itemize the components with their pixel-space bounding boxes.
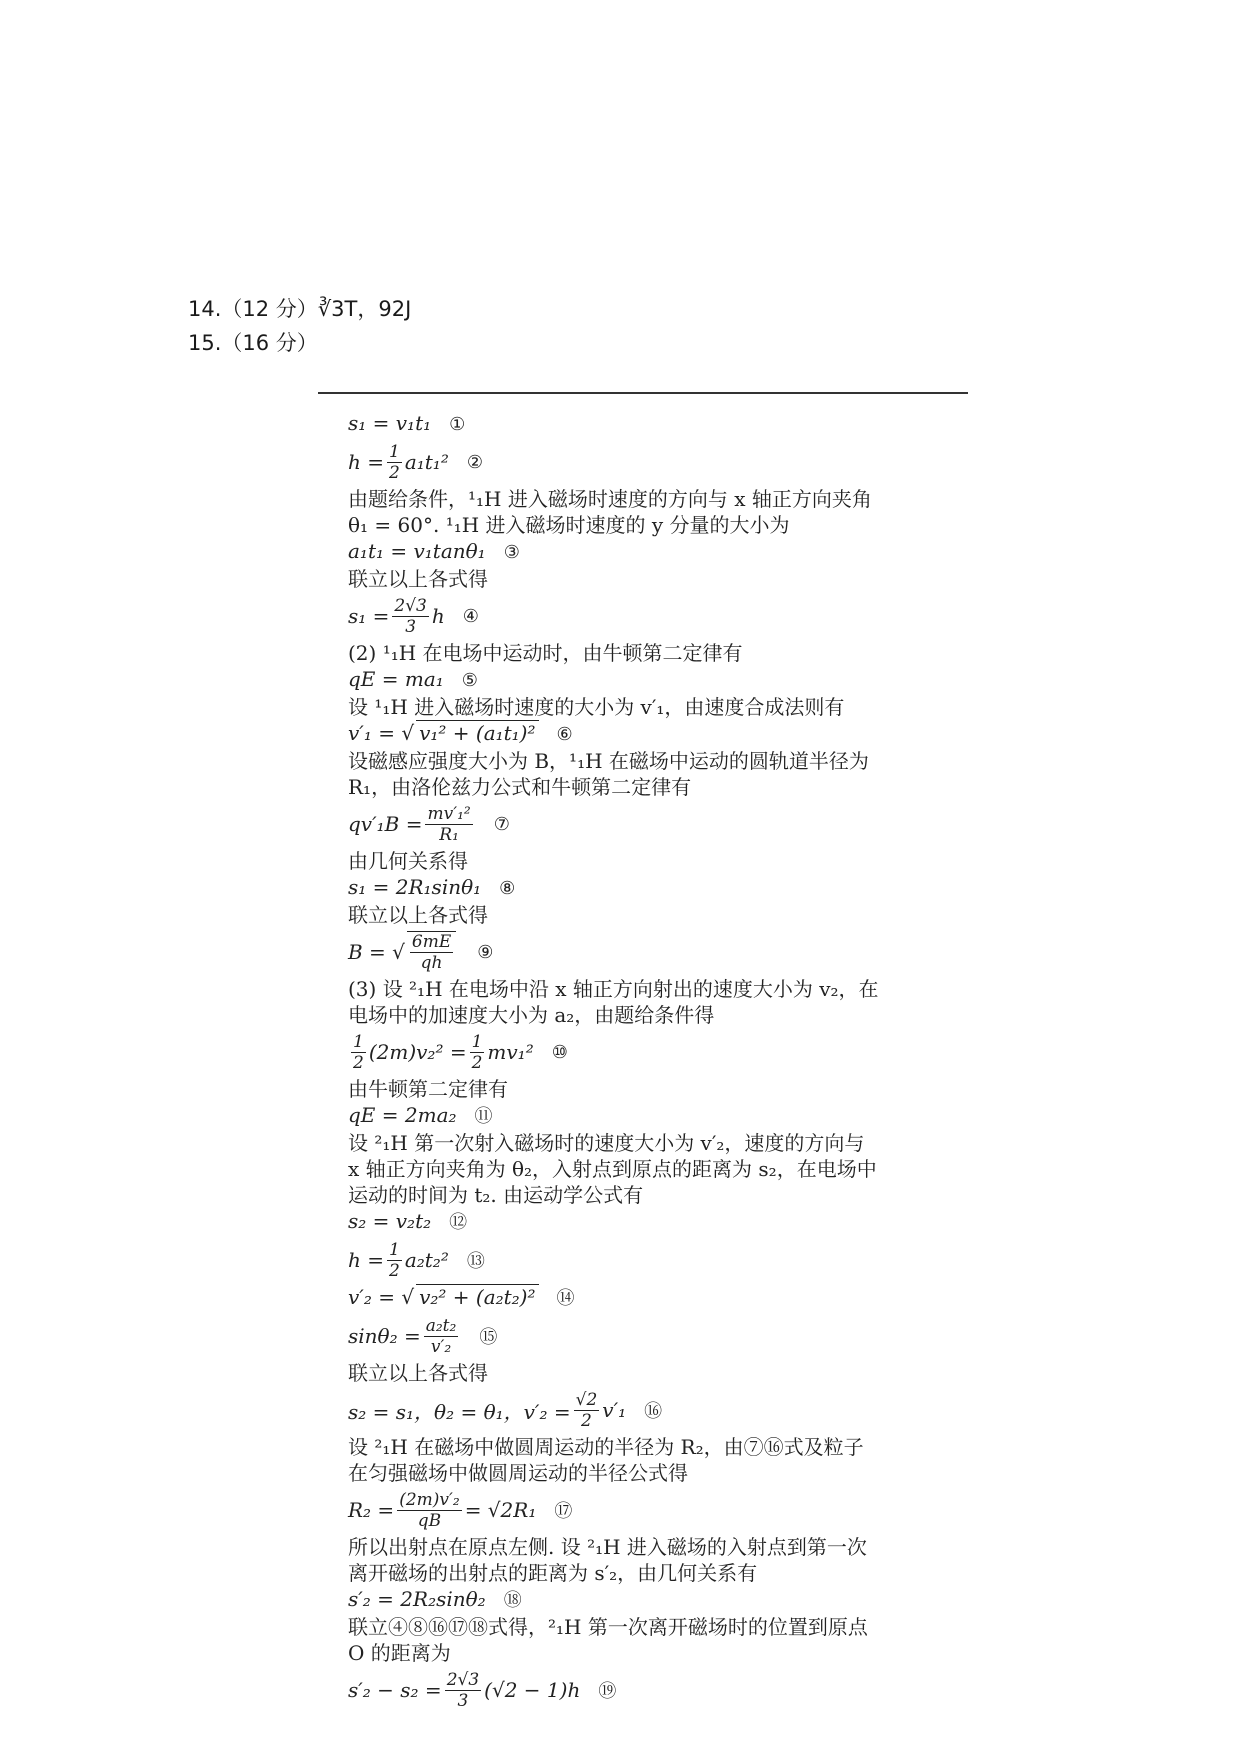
paragraph: 联立④⑧⑯⑰⑱式得，²₁H 第一次离开磁场时的位置到原点 xyxy=(348,1615,868,1639)
paragraph: R₁，由洛伦兹力公式和牛顿第二定律有 xyxy=(348,775,692,799)
equation-10: $\frac{1}{2}$ (2m)v₂² = $\frac{1}{2}$ mv₁² ⑩ xyxy=(353,1031,568,1073)
paragraph: x 轴正方向夹角为 θ₂，入射点到原点的距离为 s₂，在电场中 xyxy=(348,1157,877,1181)
paragraph: (3) 设 ²₁H 在电场中沿 x 轴正方向射出的速度大小为 v₂，在 xyxy=(348,977,879,1001)
paragraph: O 的距离为 xyxy=(348,1641,451,1665)
solution-body xyxy=(348,410,908,1714)
paragraph: 设磁感应强度大小为 B，¹₁H 在磁场中运动的圆轨道半径为 xyxy=(348,749,869,773)
equation-7: qv′₁B = $\frac{\text{mv′₁²}}{\text{R₁}}$ ⑦ xyxy=(348,803,510,845)
equation-2: h = $\frac{1}{2}$ a₁t₁² ② xyxy=(348,441,483,483)
answer-14: 14.（12 分）∛3T，92J xyxy=(188,297,412,321)
equation-16: s₂ = s₁，θ₂ = θ₁，v′₂ = $\frac{√2}{2}$ v′₁ ⑯ xyxy=(348,1389,663,1431)
paragraph: 由牛顿第二定律有 xyxy=(348,1077,508,1101)
equation-4: s₁ = $\frac{2√3}{3}$ h ④ xyxy=(348,595,479,637)
paragraph: 所以出射点在原点左侧. 设 ²₁H 进入磁场的入射点到第一次 xyxy=(348,1535,867,1559)
equation-12: s₂ = v₂t₂ ⑫ xyxy=(348,1209,468,1233)
equation-17: R₂ = $\frac{\text{(2m)v′₂}}{qB}$ = √2R₁ ⑰ xyxy=(348,1489,573,1531)
paragraph: 在匀强磁场中做圆周运动的半径公式得 xyxy=(348,1461,688,1485)
equation-19: s′₂ − s₂ = $\frac{2√3}{3}$ (√2 − 1)h ⑲ xyxy=(348,1669,617,1711)
equation-8: s₁ = 2R₁sinθ₁ ⑧ xyxy=(348,875,516,899)
paragraph: 电场中的加速度大小为 a₂，由题给条件得 xyxy=(348,1003,715,1027)
paragraph: θ₁ = 60°. ¹₁H 进入磁场时速度的 y 分量的大小为 xyxy=(348,513,790,537)
divider-line xyxy=(318,392,968,394)
paragraph: 设 ²₁H 第一次射入磁场时的速度大小为 v′₂，速度的方向与 xyxy=(348,1131,865,1155)
equation-13: h = $\frac{1}{2}$ a₂t₂² ⑬ xyxy=(348,1239,485,1281)
equation-5: qE = ma₁ ⑤ xyxy=(348,667,478,691)
equation-3: a₁t₁ = v₁tanθ₁ ③ xyxy=(348,539,520,563)
equation-14: v′₂ = √ v₂² + (a₂t₂)² ⑭ xyxy=(348,1285,575,1309)
paragraph: 运动的时间为 t₂. 由运动学公式有 xyxy=(348,1183,644,1207)
equation-11: qE = 2ma₂ ⑪ xyxy=(348,1103,493,1127)
equation-1: s₁ = v₁t₁ ① xyxy=(348,411,466,435)
paragraph: 设 ¹₁H 进入磁场时速度的大小为 v′₁，由速度合成法则有 xyxy=(348,695,845,719)
paragraph: 联立以上各式得 xyxy=(348,1361,488,1385)
equation-9: B = √ $\frac{6mE}{qh}$ ⑨ xyxy=(348,932,494,973)
answer-15: 15.（16 分） xyxy=(188,331,318,355)
equation-6: v′₁ = √ v₁² + (a₁t₁)² ⑥ xyxy=(348,721,573,745)
paragraph: 联立以上各式得 xyxy=(348,567,488,591)
answer-header xyxy=(188,292,411,360)
paragraph: 由几何关系得 xyxy=(348,849,468,873)
paragraph: (2) ¹₁H 在电场中运动时，由牛顿第二定律有 xyxy=(348,641,743,665)
paragraph: 设 ²₁H 在磁场中做圆周运动的半径为 R₂，由⑦⑯式及粒子 xyxy=(348,1435,864,1459)
paragraph: 离开磁场的出射点的距离为 s′₂，由几何关系有 xyxy=(348,1561,758,1585)
equation-15: sinθ₂ = $\frac{\text{a₂t₂}}{\text{v′₂}}$ ⑮ xyxy=(348,1315,498,1357)
paragraph: 由题给条件，¹₁H 进入磁场时速度的方向与 x 轴正方向夹角 xyxy=(348,487,872,511)
paragraph: 联立以上各式得 xyxy=(348,903,488,927)
equation-18: s′₂ = 2R₂sinθ₂ ⑱ xyxy=(348,1587,522,1611)
